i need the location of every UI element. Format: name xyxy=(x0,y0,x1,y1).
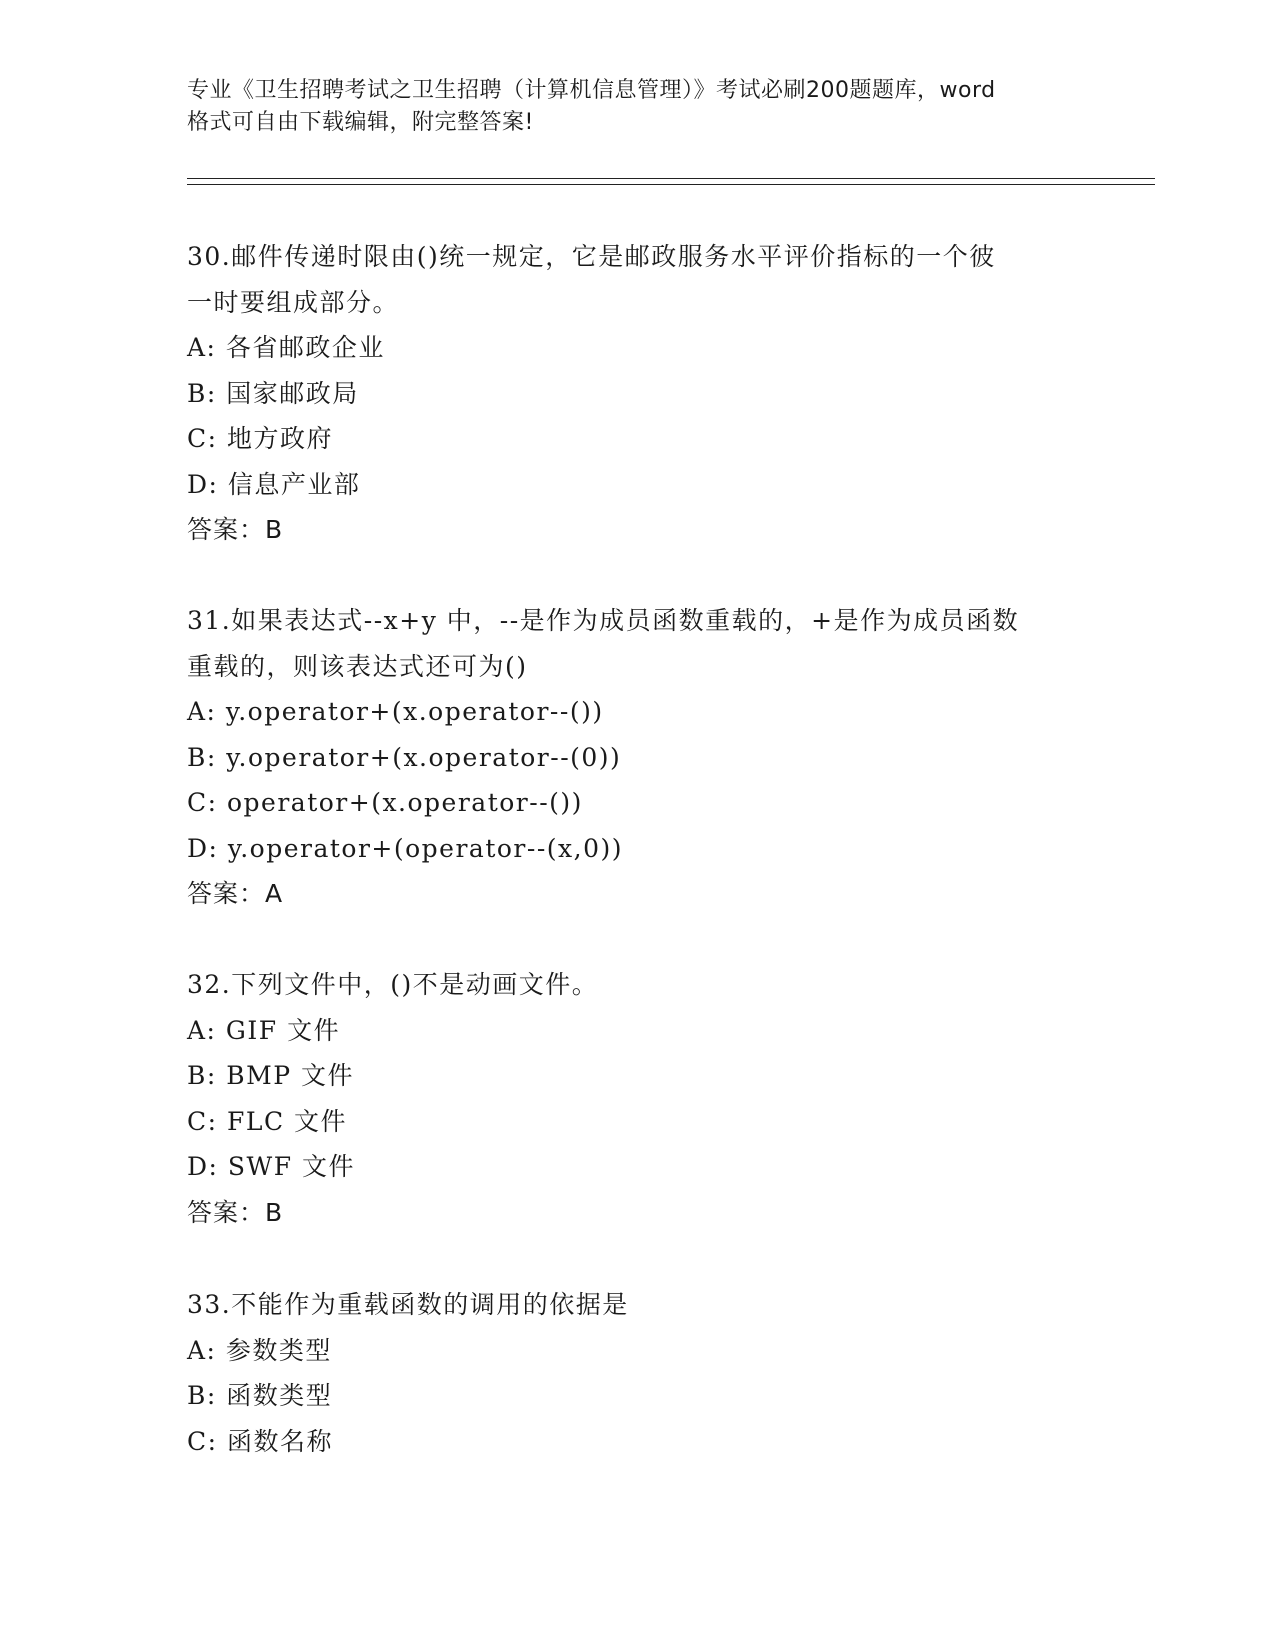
option-c: C: operator+(x.operator--()) xyxy=(187,788,583,817)
option-a: A: y.operator+(x.operator--()) xyxy=(187,697,604,726)
option-c: C: 地方政府 xyxy=(187,424,333,453)
option-a: A: 参数类型 xyxy=(187,1335,332,1365)
header-line-2: 格式可自由下载编辑，附完整答案! xyxy=(187,110,534,135)
option-c: C: FLC 文件 xyxy=(187,1106,348,1136)
option-b: B: y.operator+(x.operator--(0)) xyxy=(187,742,622,772)
question-stem: 32.下列文件中，()不是动画文件。 xyxy=(187,970,599,999)
question-32 xyxy=(187,962,1087,1235)
option-a: A: 各省邮政企业 xyxy=(187,333,385,362)
option-d: D: 信息产业部 xyxy=(187,469,361,499)
question-stem-continued: 一时要组成部分。 xyxy=(187,287,400,317)
document-header xyxy=(187,75,1087,139)
option-a: A: GIF 文件 xyxy=(187,1015,341,1045)
option-b: B: 国家邮政局 xyxy=(187,378,359,408)
option-b: B: BMP 文件 xyxy=(187,1061,354,1090)
question-33 xyxy=(187,1282,1087,1464)
question-stem-continued: 重载的，则该表达式还可为() xyxy=(187,651,528,681)
header-divider-top xyxy=(187,178,1155,179)
header-divider-bottom xyxy=(187,184,1155,185)
option-d: D: y.operator+(operator--(x,0)) xyxy=(187,833,623,863)
answer: 答案：A xyxy=(187,879,284,908)
question-stem: 30.邮件传递时限由()统一规定，它是邮政服务水平评价指标的一个彼 xyxy=(187,242,996,271)
question-stem: 31.如果表达式--x+y 中，--是作为成员函数重载的，+是作为成员函数 xyxy=(187,606,1020,635)
answer: 答案：B xyxy=(187,1197,284,1227)
option-b: B: 函数类型 xyxy=(187,1381,333,1410)
question-31 xyxy=(187,598,1087,917)
question-stem: 33.不能作为重载函数的调用的依据是 xyxy=(187,1290,629,1319)
header-line-1: 专业《卫生招聘考试之卫生招聘（计算机信息管理）》考试必刷200题题库，word xyxy=(187,78,996,103)
answer: 答案：B xyxy=(187,515,284,544)
option-d: D: SWF 文件 xyxy=(187,1152,356,1181)
question-30 xyxy=(187,234,1087,553)
option-c: C: 函数名称 xyxy=(187,1426,333,1456)
